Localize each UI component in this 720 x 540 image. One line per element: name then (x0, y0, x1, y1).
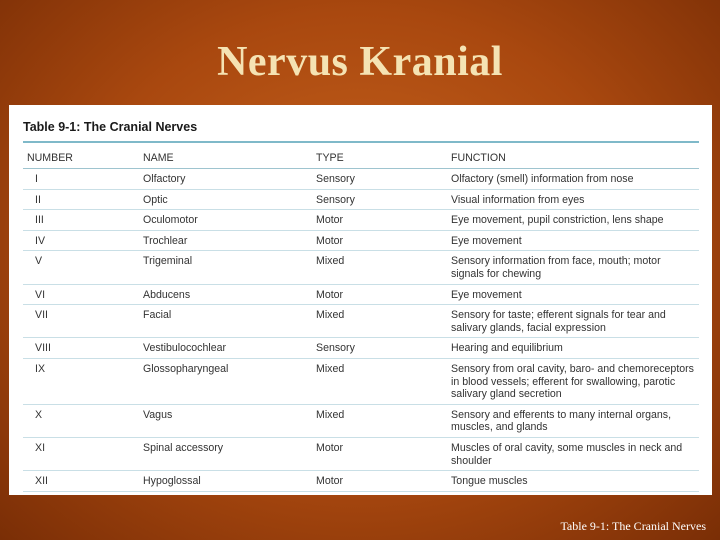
cell-function: Tongue muscles (447, 471, 699, 492)
cell-type: Sensory (312, 189, 447, 210)
table-panel (9, 105, 712, 495)
cell-type: Mixed (312, 358, 447, 404)
cell-number: I (23, 169, 139, 190)
cell-number: XII (23, 471, 139, 492)
cranial-nerves-table (23, 150, 699, 492)
cell-type: Sensory (312, 169, 447, 190)
cell-number: VI (23, 284, 139, 305)
table-row (23, 169, 699, 190)
table-body (23, 169, 699, 492)
table-row (23, 189, 699, 210)
table-caption: Table 9-1: The Cranial Nerves (23, 120, 198, 134)
header-name: NAME (139, 150, 312, 169)
cell-function: Eye movement (447, 284, 699, 305)
cell-number: XI (23, 437, 139, 470)
cell-name: Trigeminal (139, 251, 312, 284)
cell-name: Olfactory (139, 169, 312, 190)
cell-name: Trochlear (139, 230, 312, 251)
cell-type: Mixed (312, 404, 447, 437)
cell-number: IX (23, 358, 139, 404)
cell-function: Sensory from oral cavity, baro- and chemoreceptors in blood vessels; efferent for swallowing, parotic salivary gland secretion (447, 358, 699, 404)
cell-number: IV (23, 230, 139, 251)
cell-function: Olfactory (smell) information from nose (447, 169, 699, 190)
header-number: NUMBER (23, 150, 139, 169)
cell-name: Vagus (139, 404, 312, 437)
table-row (23, 404, 699, 437)
cell-name: Spinal accessory (139, 437, 312, 470)
cell-name: Vestibulocochlear (139, 338, 312, 359)
cell-number: V (23, 251, 139, 284)
cell-type: Mixed (312, 251, 447, 284)
table-row (23, 210, 699, 231)
caption-divider (23, 141, 699, 143)
cell-function: Eye movement (447, 230, 699, 251)
cell-number: VIII (23, 338, 139, 359)
cell-function: Sensory for taste; efferent signals for tear and salivary glands, facial expression (447, 305, 699, 338)
table-row (23, 358, 699, 404)
cell-name: Facial (139, 305, 312, 338)
cell-name: Oculomotor (139, 210, 312, 231)
slide-title: Nervus Kranial (217, 39, 503, 85)
table-row (23, 305, 699, 338)
table-row (23, 230, 699, 251)
cell-name: Abducens (139, 284, 312, 305)
header-function: FUNCTION (447, 150, 699, 169)
cell-type: Motor (312, 437, 447, 470)
cell-name: Optic (139, 189, 312, 210)
table-row (23, 251, 699, 284)
header-type: TYPE (312, 150, 447, 169)
cell-type: Sensory (312, 338, 447, 359)
table-row (23, 284, 699, 305)
cell-type: Mixed (312, 305, 447, 338)
table-row (23, 338, 699, 359)
cell-number: X (23, 404, 139, 437)
cell-number: II (23, 189, 139, 210)
cell-function: Eye movement, pupil constriction, lens shape (447, 210, 699, 231)
cell-name: Hypoglossal (139, 471, 312, 492)
table-row (23, 437, 699, 470)
cell-function: Muscles of oral cavity, some muscles in neck and shoulder (447, 437, 699, 470)
table-row (23, 471, 699, 492)
cell-function: Sensory and efferents to many internal organs, muscles, and glands (447, 404, 699, 437)
cell-name: Glossopharyngeal (139, 358, 312, 404)
cell-function: Sensory information from face, mouth; motor signals for chewing (447, 251, 699, 284)
cell-function: Hearing and equilibrium (447, 338, 699, 359)
table-header-row (23, 150, 699, 169)
footer-caption: Table 9-1: The Cranial Nerves (560, 519, 706, 533)
cell-type: Motor (312, 230, 447, 251)
cell-number: VII (23, 305, 139, 338)
cell-type: Motor (312, 284, 447, 305)
cell-function: Visual information from eyes (447, 189, 699, 210)
cell-type: Motor (312, 471, 447, 492)
cell-type: Motor (312, 210, 447, 231)
cell-number: III (23, 210, 139, 231)
